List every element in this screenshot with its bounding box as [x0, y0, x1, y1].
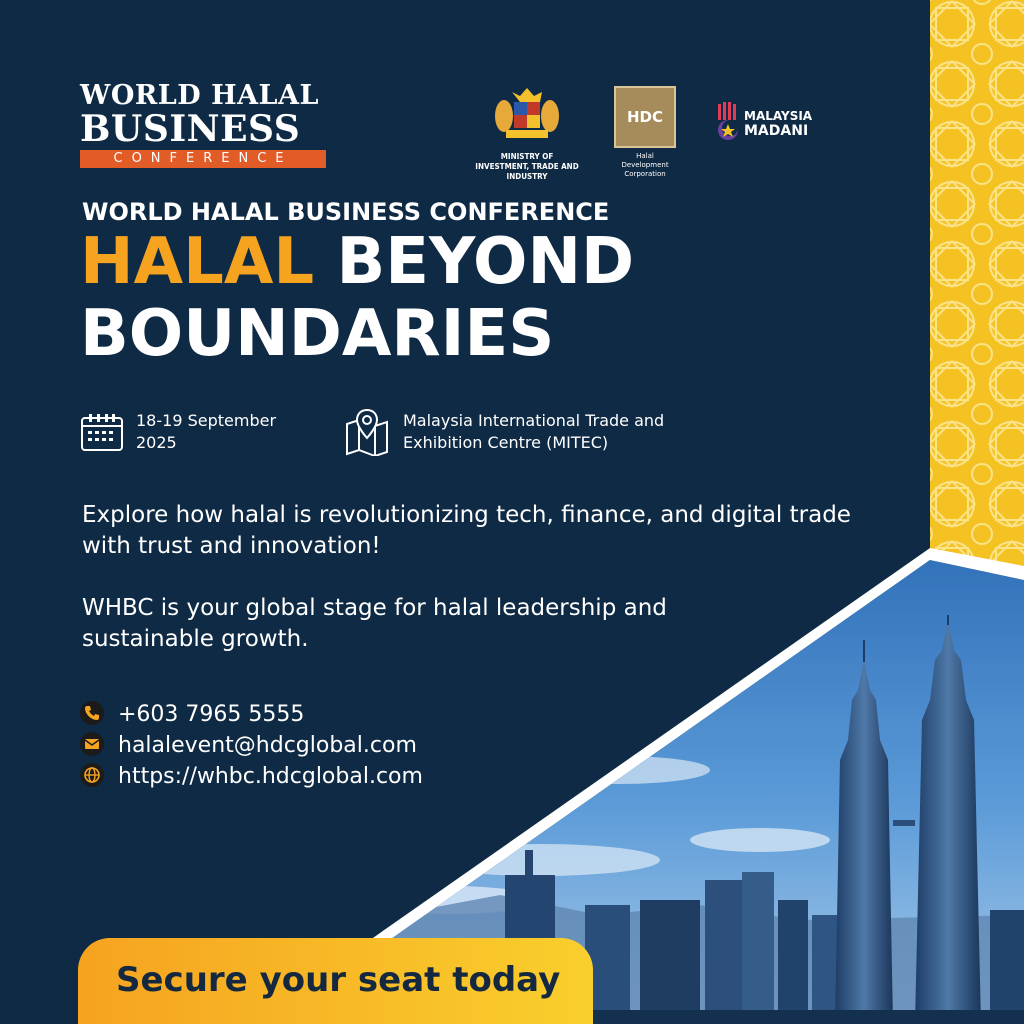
- event-date-text: [136, 410, 306, 454]
- contact-email[interactable]: [80, 732, 417, 760]
- whbc-logo: [80, 82, 330, 168]
- headline-highlight: HALAL: [80, 225, 315, 299]
- event-kicker: WORLD HALAL BUSINESS CONFERENCE: [82, 198, 610, 226]
- venue-line-2: Exhibition Centre (MITEC): [403, 433, 609, 452]
- ministry-logo: [462, 86, 592, 182]
- globe-icon: [80, 763, 104, 787]
- contact-website[interactable]: [80, 763, 423, 791]
- secure-seat-button[interactable]: [78, 938, 593, 1024]
- secure-seat-label: Secure your seat today: [116, 960, 561, 1000]
- logo-line-2: BUSINESS: [80, 108, 301, 150]
- description-paragraph-1: Explore how halal is revolutionizing tech, finance, and digital trade with trust and innovation!: [82, 502, 851, 559]
- madani-hand-icon: [714, 102, 744, 144]
- headline-rest: BEYOND: [314, 225, 635, 299]
- hdc-caption-1: Halal Development: [621, 152, 669, 169]
- headline: [80, 226, 634, 370]
- website-url[interactable]: https://whbc.hdcglobal.com: [118, 764, 423, 789]
- madani-line-2: MADANI: [744, 123, 809, 139]
- hdc-caption-2: Corporation: [624, 170, 666, 178]
- phone-number[interactable]: +603 7965 5555: [118, 702, 305, 727]
- calendar-icon: [80, 412, 124, 452]
- ministry-line-2: INVESTMENT, TRADE AND INDUSTRY: [475, 162, 579, 181]
- contact-phone[interactable]: [80, 701, 304, 729]
- email-address[interactable]: halalevent@hdcglobal.com: [118, 733, 417, 758]
- date-line-1: 18-19 September: [136, 411, 277, 430]
- mail-icon: [80, 732, 104, 756]
- logo-line-3: CONFERENCE: [80, 150, 326, 168]
- headline-line-2: BOUNDARIES: [80, 297, 555, 371]
- event-venue-text: [403, 410, 723, 454]
- phone-icon: [80, 701, 104, 725]
- coat-of-arms-icon: [490, 86, 564, 144]
- description-paragraph-2: WHBC is your global stage for halal leadership and sustainable growth.: [82, 595, 667, 652]
- madani-line-1: MALAYSIA: [744, 109, 813, 123]
- venue-line-1: Malaysia International Trade and: [403, 411, 665, 430]
- hdc-logo: [612, 86, 678, 179]
- hdc-mark: HDC: [614, 86, 676, 148]
- logo-line-1: WORLD HALAL: [80, 80, 319, 111]
- date-line-2: 2025: [136, 433, 177, 452]
- map-pin-icon: [345, 408, 389, 456]
- ministry-line-1: MINISTRY OF: [500, 152, 554, 161]
